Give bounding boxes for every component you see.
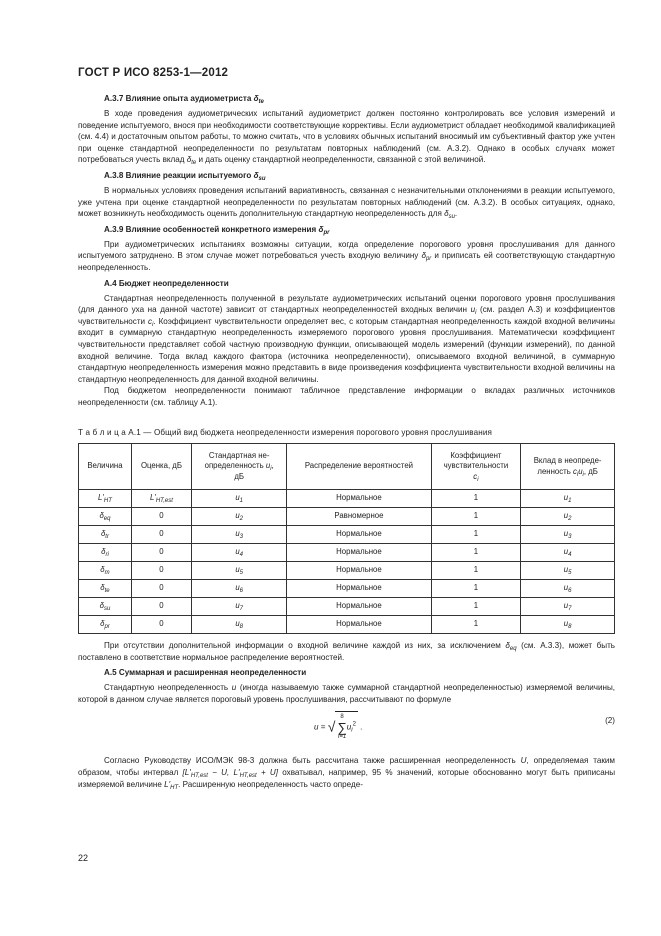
col-header-std-uncertainty: Стандартная не- определенность $u_i$, дБ [192,444,287,490]
table-row [79,580,615,598]
symbol: [L' [182,768,191,778]
cell-quantity [79,598,132,616]
cell-std-uncertainty-value: u [235,583,240,593]
cell-estimate-value: 0 [159,547,164,557]
symbol-sub: eq [509,646,517,653]
cell-quantity-sub: tr [105,534,109,541]
cell-estimate [131,526,191,544]
cell-sensitivity-value: 1 [473,493,479,503]
formula-2 [78,707,615,749]
cell-contribution [521,580,615,598]
cell-sensitivity-value: 1 [473,565,479,575]
header-line: чувствительности [443,461,509,471]
paragraph [78,682,615,705]
cell-std-uncertainty-sub: 7 [239,606,244,613]
cell-estimate [131,616,191,634]
cell-contribution [521,544,615,562]
header-line: определенность [204,461,264,471]
symbol-sub: te [191,160,197,167]
col-header-distribution: Распределение вероятностей [287,444,431,490]
header-line: ленность [537,466,571,476]
cell-std-uncertainty-value: u [235,547,240,557]
formula-tail: . [360,723,363,733]
symbol-sub: HT,est [239,773,257,780]
sigma: ∑ [337,720,347,736]
formula-lhs: u [314,723,319,733]
heading-text: А.3.7 Влияние опыта аудиометриста [104,94,252,103]
cell-distribution-value: Нормальное [336,565,382,575]
cell-contribution-sub: 2 [568,516,572,523]
cell-std-uncertainty [192,490,287,508]
cell-contribution-value: u [563,619,569,629]
cell-quantity-sub: m [104,570,110,577]
cell-estimate [131,598,191,616]
page-content [78,93,615,790]
section-heading [78,170,615,182]
table-row [79,490,615,508]
cell-contribution-value: u [563,529,569,539]
cell-sensitivity [431,508,521,526]
cell-estimate [131,490,191,508]
text: . [454,209,458,219]
symbol: + U] [260,768,279,778]
symbol: u [231,683,237,693]
table-row [79,526,615,544]
cell-estimate-sub: HT,est [155,498,173,505]
text: При отсутствии дополнительной информации о входной величине каждой из них, за исключением [104,641,501,651]
paragraph [78,239,615,274]
cell-contribution-sub: 8 [568,624,572,631]
cell-distribution [287,562,431,580]
table-row [79,508,615,526]
cell-contribution-sub: 5 [568,570,572,577]
text: При аудиометрических испытаниях возможны ситуации, когда определение порогового уровня прослушивания для данного испытуемого затруднено. В этом случае может потребоваться учесть входную величину [78,239,615,261]
symbol-sub: i [270,466,272,473]
cell-distribution [287,508,431,526]
symbol: u [470,305,476,315]
section-heading: А.4 Бюджет неопределенности [104,278,229,288]
symbol-sub: pr [323,229,330,236]
cell-sensitivity-value: 1 [473,529,479,539]
sum-sign [337,714,346,741]
cell-quantity-value: δ [100,565,105,575]
cell-contribution-value: u [563,583,569,593]
symbol-sub: i [576,471,579,478]
table-header-row [79,444,615,490]
term-sup: 2 [352,722,356,729]
symbol-sub: i [477,476,479,483]
text: . Коэффициент чувствительности определяет вес, с которым стандартная неопределенность каждой входной величины входит в суммарную стандартную неопределенность измеряемого порогового уровня прослушивания. Математически коэффициент чувствительности представляет собой частную производную функции, описывающей модель измерений (функции измерений), по данной входной величине. Тогда вклад каждого фактора (источника неопределенности), описываемого входной величиной, в суммарную стандартную неопределенность измерения можно представить в виде произведения коэффициента чувствительности входной величины на стандартную неопределенность для данной входной величины. [78,316,615,384]
text: Согласно Руководству ИСО/МЭК 98-3 должна быть рассчитана также расширенная неопределенность [104,756,516,766]
text: и приписать ей соответствующую стандартную неопределенность. [78,251,615,272]
cell-quantity-sub: HT [103,498,112,505]
cell-distribution [287,544,431,562]
text: В ходе проведения аудиометрических испытаний аудиометрист должен постоянно контролировать все условия измерений и поведение испытуемого, внося при необходимости соответствующие коррективы. Если аудиометрист обладает необходимой квалификацией (см. 4.4) и достаточным опытом работы, то можно считать, что в условиях обычных испытаний вносимый им субъективный фактор уже учтен при оценке стандартной неопределенности по результатам повторных наблюдений (см. А.3.2). Однако в особых случаях может потребоваться учесть вклад [78,109,615,165]
cell-std-uncertainty [192,544,287,562]
symbol: L' [164,779,171,789]
cell-estimate-value: 0 [159,601,164,611]
symbol: u [578,466,583,476]
cell-estimate-value: 0 [159,511,164,521]
cell-quantity-value: δ [100,583,105,593]
header-line: дБ [234,471,245,481]
cell-contribution [521,490,615,508]
cell-distribution [287,598,431,616]
cell-std-uncertainty-sub: 1 [239,498,244,505]
uncertainty-budget-table [78,443,615,634]
symbol-sub: su [258,175,266,182]
cell-quantity [79,544,132,562]
cell-contribution-value: u [563,511,569,521]
cell-std-uncertainty-value: u [235,601,240,611]
symbol-sub: i [582,471,584,478]
cell-estimate [131,562,191,580]
paragraph [78,755,615,790]
formula-equals: = [320,723,326,733]
cell-std-uncertainty-value: u [235,619,240,629]
text: В нормальных условиях проведения испытаний вариативность, связанная с незначительными отклонениями в реакции испытуемого, уже учтена при оценке стандартной неопределенности по результатам повторных наблюдений (см. А.3.2). В особых ситуациях, однако, может возникнуть необходимость оценить дополнительную стандартную неопределенность для [78,185,615,219]
cell-contribution-sub: 6 [568,588,572,595]
cell-sensitivity [431,544,521,562]
cell-contribution-sub: 3 [568,534,572,541]
cell-estimate-value: 0 [159,565,164,575]
symbol-sub: HT [170,784,179,791]
cell-estimate-value: 0 [159,583,164,593]
cell-contribution-sub: 7 [568,606,572,613]
cell-estimate [131,508,191,526]
cell-quantity-value: δ [100,529,106,539]
radicand [335,711,357,741]
sum-upper: 8 [340,714,344,721]
cell-quantity [79,526,132,544]
cell-sensitivity-value: 1 [473,583,479,593]
cell-distribution [287,580,431,598]
cell-quantity-value: δ [99,601,104,611]
cell-contribution [521,598,615,616]
paragraph [78,293,615,386]
cell-distribution-value: Нормальное [336,529,382,539]
cell-distribution-value: Нормальное [336,619,382,629]
cell-estimate-value: L' [149,493,156,503]
heading-text: А.3.9 Влияние особенностей конкретного измерения [104,224,317,234]
text: и дать оценку стандартной неопределенности, связанной с этой величиной. [198,155,486,165]
table-body [79,490,615,634]
cell-quantity [79,580,132,598]
cell-std-uncertainty [192,526,287,544]
cell-quantity [79,616,132,634]
paragraph [78,185,615,220]
cell-contribution [521,526,615,544]
symbol: δ [318,224,324,234]
symbol: δ [421,251,426,261]
symbol-sub: te [258,99,264,105]
page-number: 22 [78,853,89,863]
symbol: δ [186,155,192,165]
symbol-sub: i [152,321,154,328]
heading-text: А.3.8 Влияние реакции испытуемого [104,170,252,180]
col-header-estimate: Оценка, дБ [131,444,191,490]
cell-quantity-sub: eq [103,516,111,523]
text: , определяемая таким образом, чтобы интервал [78,756,615,778]
table-row [79,598,615,616]
cell-quantity-sub: te [104,588,110,595]
col-header-quantity: Величина [79,444,132,490]
cell-sensitivity-value: 1 [473,619,479,629]
cell-std-uncertainty-sub: 5 [239,570,244,577]
cell-quantity [79,508,132,526]
cell-contribution-value: u [563,601,569,611]
sqrt-sign: √ [327,719,336,736]
term-sub: i [351,728,353,735]
text: . Расширенную неопределенность часто опреде- [178,779,363,789]
table-row [79,562,615,580]
cell-contribution-value: u [563,565,569,575]
cell-quantity-sub: pr [104,624,110,631]
cell-contribution [521,508,615,526]
cell-quantity [79,490,132,508]
term: u [346,723,352,733]
cell-contribution-value: u [563,493,569,503]
cell-std-uncertainty [192,598,287,616]
paragraph [78,640,615,663]
cell-sensitivity [431,598,521,616]
col-header-sensitivity [431,444,521,490]
cell-contribution [521,616,615,634]
cell-sensitivity-value: 1 [473,511,479,521]
symbol: δ [253,94,259,103]
cell-std-uncertainty-value: u [235,493,240,503]
cell-sensitivity [431,526,521,544]
section-heading: А.5 Суммарная и расширенная неопределенности [104,668,307,678]
cell-distribution [287,490,431,508]
table-row [79,544,615,562]
header-line: Стандартная не- [208,450,270,460]
col-header-contribution: Вклад в неопреде- ленность $c_iu_i$, дБ [521,444,615,490]
cell-std-uncertainty-value: u [235,565,240,575]
cell-estimate-value: 0 [159,619,164,629]
formula-expression [314,711,362,741]
formula-number: (2) [605,716,615,726]
symbol-sub: i [475,310,477,317]
section-heading [78,93,615,105]
cell-distribution-value: Нормальное [336,547,382,557]
cell-quantity-value: δ [101,547,106,557]
cell-contribution-sub: 4 [568,552,572,559]
symbol-sub: HT,est [190,773,208,780]
cell-distribution-value: Нормальное [336,583,382,593]
symbol: δ [505,641,510,651]
text: Стандартная неопределенность полученной в результате аудиометрических испытаний оценки порогового уровня прослушивания (для данного уха на данной частоте) зависит от стандартных неопределенностей входных величин [78,293,615,315]
cell-contribution-sub: 1 [568,498,572,505]
cell-estimate [131,580,191,598]
cell-sensitivity [431,490,521,508]
table-caption: Т а б л и ц а А.1 — Общий вид бюджета неопределенности измерения порогового уровня прослушивания [78,428,493,438]
symbol: U [520,756,527,766]
section-heading [78,224,615,236]
cell-quantity [79,562,132,580]
header-line: Коэффициент [450,450,502,460]
paragraph [78,108,615,166]
symbol: c [473,471,478,481]
cell-std-uncertainty [192,562,287,580]
cell-std-uncertainty-sub: 4 [239,552,244,559]
cell-std-uncertainty [192,580,287,598]
sum-lower: i=1 [337,734,347,741]
cell-distribution-value: Нормальное [336,601,382,611]
symbol: c [148,316,153,326]
header-line: Вклад в неопреде- [533,456,602,466]
cell-std-uncertainty [192,508,287,526]
text: охватывал, например, 95 % значений, которые обоснованно могут быть приписаны измеряемой величине [78,768,616,789]
page-header: ГОСТ Р ИСО 8253-1—2012 [78,67,229,79]
cell-std-uncertainty-value: u [235,529,240,539]
cell-distribution [287,616,431,634]
cell-std-uncertainty-sub: 3 [239,534,244,541]
cell-distribution [287,526,431,544]
cell-estimate-value: 0 [159,529,164,539]
table-row [79,616,615,634]
cell-quantity-sub: ri [105,552,109,559]
symbol-sub: pr [425,256,432,263]
symbol: δ [253,170,259,180]
cell-distribution-value: Нормальное [336,493,382,503]
cell-std-uncertainty-value: u [235,511,240,521]
cell-distribution-value: Равномерное [334,511,384,521]
cell-estimate [131,544,191,562]
cell-sensitivity-value: 1 [473,547,479,557]
cell-std-uncertainty-sub: 6 [239,588,244,595]
text: (см. А.3.3), может быть поставлено в соответствие нормальное распределение вероятностей. [78,641,616,662]
cell-contribution [521,562,615,580]
symbol: δ [444,209,449,219]
cell-sensitivity [431,616,521,634]
symbol: − U, L' [212,768,240,778]
text: (см. раздел А.3) и коэффициентов чувствительности [78,305,616,326]
cell-std-uncertainty-sub: 8 [239,624,244,631]
cell-quantity-value: L' [98,493,104,503]
cell-std-uncertainty-sub: 2 [239,516,244,523]
symbol: u [265,461,271,471]
paragraph: Под бюджетом неопределенности понимают табличное представление информации о вкладах различных источников неопределенности (см. таблицу А.1). [78,386,615,407]
cell-sensitivity [431,580,521,598]
cell-quantity-value: δ [100,619,105,629]
cell-std-uncertainty [192,616,287,634]
cell-sensitivity [431,562,521,580]
cell-sensitivity-value: 1 [473,601,479,611]
text: (иногда называемую также суммарной стандартной неопределенностью) измеряемой величины, которой в данном случае является пороговый уровень прослушивания, рассчитывают по формуле [78,683,616,704]
symbol-sub: su [448,214,455,221]
cell-contribution-value: u [563,547,569,557]
text: Стандартную неопределенность [104,683,229,693]
cell-quantity-value: δ [99,511,104,521]
cell-quantity-sub: su [103,606,111,613]
symbol: c [572,466,577,476]
